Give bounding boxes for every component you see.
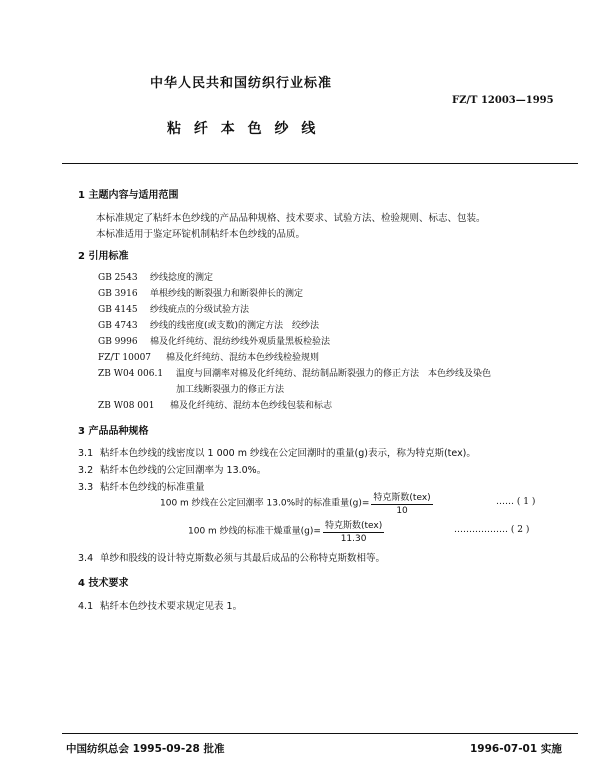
section-3-heading: 3 产品品种规格 <box>78 426 149 437</box>
reference-item <box>98 302 249 315</box>
reference-item <box>98 350 319 363</box>
footer-rule <box>62 733 578 734</box>
section-1-paragraph-1: 本标准规定了粘纤本色纱线的产品品种规格、技术要求、试验方法、检验规则、标志、包装。 <box>96 213 486 224</box>
section-1-paragraph-2: 本标准适用于鉴定环锭机制粘纤本色纱线的品质。 <box>96 229 306 240</box>
reference-code: GB 9996 <box>98 337 138 347</box>
formula-denominator: 10 <box>396 506 408 516</box>
formula-lhs: 100 m 纱线的标准干燥重量(g)= <box>188 526 321 537</box>
clause-number: 3.4 <box>78 553 94 564</box>
reference-item <box>98 398 332 411</box>
reference-code: GB 4743 <box>98 321 138 331</box>
clause-3-2 <box>78 462 266 476</box>
formula-denominator: 11.30 <box>340 534 367 544</box>
clause-3-4 <box>78 550 385 564</box>
reference-title: 单根纱线的断裂强力和断裂伸长的测定 <box>150 289 304 299</box>
reference-title: 棉及化纤纯纺、混纺本色纱线包装和标志 <box>170 401 333 411</box>
formula-1-tag: …… ( 1 ) <box>496 497 536 507</box>
reference-item <box>98 334 330 347</box>
reference-title: 纱线的线密度(或支数)的测定方法 绞纱法 <box>150 321 320 331</box>
document-title: 粘 纤 本 色 纱 线 <box>167 121 320 137</box>
formula-lhs: 100 m 纱线在公定回潮率 13.0%时的标准重量(g)= <box>160 498 370 509</box>
clause-text: 单纱和股线的设计特克斯数必须与其最后成品的公称特克斯数相等。 <box>100 553 386 564</box>
clause-text: 粘纤本色纱技术要求规定见表 1。 <box>100 601 243 612</box>
reference-code: GB 3916 <box>98 289 138 299</box>
clause-text: 粘纤本色纱线的线密度以 1 000 m 纱线在公定回潮时的重量(g)表示，称为特克斯(tex)。 <box>100 448 476 459</box>
reference-title: 纱线捻度的测定 <box>150 273 214 283</box>
reference-code: ZB W08 001 <box>98 401 155 411</box>
clause-text: 粘纤本色纱线的公定回潮率为 13.0%。 <box>100 465 267 476</box>
reference-item <box>98 270 213 283</box>
clause-4-1 <box>78 598 242 612</box>
reference-title: 温度与回潮率对棉及化纤纯纺、混纺制品断裂强力的修正方法 本色纱线及染色 <box>176 369 492 379</box>
reference-title: 棉及化纤纯纺、混纺本色纱线检验规则 <box>166 353 320 363</box>
clause-text: 粘纤本色纱线的标准重量 <box>100 482 205 493</box>
reference-code: GB 2543 <box>98 273 138 283</box>
approval-line: 中国纺织总会 1995-09-28 批准 <box>66 743 225 755</box>
clause-number: 4.1 <box>78 601 94 612</box>
reference-title: 纱线疵点的分级试验方法 <box>150 305 250 315</box>
section-1-heading: 1 主题内容与适用范围 <box>78 190 179 201</box>
clause-3-1 <box>78 445 476 459</box>
section-4-heading: 4 技术要求 <box>78 578 129 589</box>
reference-title: 棉及化纤纯纺、混纺纱线外观质量黑板检验法 <box>150 337 331 347</box>
implementation-line: 1996-07-01 实施 <box>470 743 562 755</box>
reference-title-continuation: 加工线断裂强力的修正方法 <box>176 385 285 395</box>
clause-number: 3.3 <box>78 482 94 493</box>
reference-code: GB 4145 <box>98 305 138 315</box>
formula-fraction <box>371 490 432 516</box>
formula-fraction <box>323 518 384 544</box>
standard-number: FZ/T 12003—1995 <box>452 95 554 106</box>
formula-2 <box>188 518 384 544</box>
section-2-heading: 2 引用标准 <box>78 251 129 262</box>
header-rule <box>62 163 578 164</box>
reference-item <box>98 366 491 379</box>
formula-2-tag: ……………… ( 2 ) <box>454 525 530 535</box>
standard-title: 中华人民共和国纺织行业标准 <box>150 76 333 91</box>
formula-1 <box>160 490 433 516</box>
reference-code: ZB W04 006.1 <box>98 369 164 379</box>
reference-item <box>98 318 319 331</box>
reference-item <box>98 286 303 299</box>
clause-number: 3.1 <box>78 448 94 459</box>
formula-numerator: 特克斯数(tex) <box>323 518 384 533</box>
reference-code: FZ/T 10007 <box>98 353 152 363</box>
formula-numerator: 特克斯数(tex) <box>371 490 432 505</box>
clause-number: 3.2 <box>78 465 94 476</box>
